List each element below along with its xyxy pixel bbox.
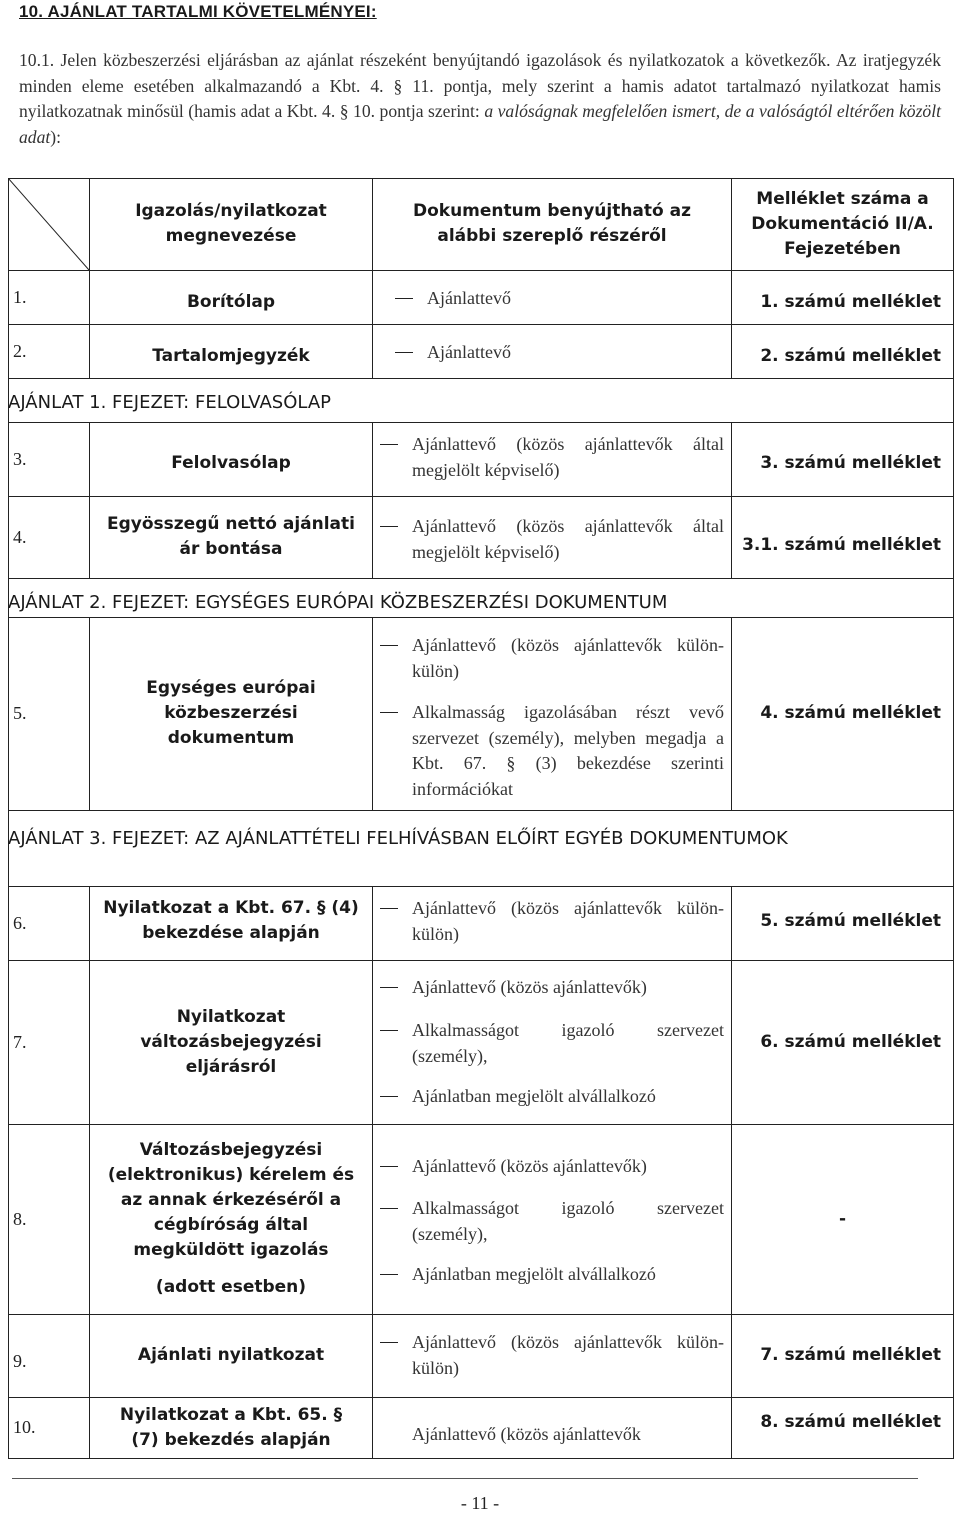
intro-paragraph: 10.1. Jelen közbeszerzési eljárásban az ajánlat részeként benyújtandó igazolások és nyilatkozatok a következők. Az iratjegyzék minden eleme esetében alkalmazandó a Kbt. 4. § 11. pontja, mely szerint a hamis adatot tartalmazó nyilatkozat hamis nyilatkozatnak minősül (hamis adat a Kbt. 4. § 10. pontja szerint: a valóságnak megfelelően ismert, de a valóságtól eltérően közölt adat): xyxy=(19,50,942,147)
row-num: 10. xyxy=(13,1417,36,1437)
row-doc: Ajánlattevő (közös ajánlattevők) xyxy=(412,975,724,1001)
row-doc: Ajánlattevő (közös ajánlattevők) xyxy=(412,1154,724,1180)
row-num: 6. xyxy=(13,912,27,933)
row-annex: - xyxy=(838,1208,847,1229)
row-name: Nyilatkozat változásbejegyzési eljárásról xyxy=(140,1006,322,1077)
row-name: Felolvasólap xyxy=(171,452,291,473)
footer-divider xyxy=(12,1478,918,1479)
row-num: 7. xyxy=(13,1031,27,1052)
row-name: Egyösszegű nettó ajánlati ár bontása xyxy=(106,514,355,559)
row-annex: 6. számú melléklet xyxy=(760,1031,941,1052)
section-heading: 10. AJÁNLAT TARTALMI KÖVETELMÉNYEI: xyxy=(19,2,377,21)
row-annex: 2. számú melléklet xyxy=(760,345,941,366)
page-number: - 11 - xyxy=(460,1493,500,1513)
row-doc: Ajánlattevő (közös ajánlattevők külön-külön) xyxy=(412,896,724,947)
row-doc: Ajánlattevő (közös ajánlattevők külön-külön) xyxy=(412,633,724,684)
row-annex: 8. számú melléklet xyxy=(760,1412,941,1432)
header-name: Igazolás/nyilatkozat megnevezése xyxy=(135,201,327,246)
documents-table xyxy=(8,178,954,1458)
row-doc: Ajánlatban megjelölt alvállalkozó xyxy=(412,1262,724,1288)
row-annex: 3. számú melléklet xyxy=(760,452,941,473)
row-doc: Ajánlattevő (közös ajánlattevők külön-külön) xyxy=(412,1330,724,1381)
row-doc: Ajánlattevő (közös ajánlattevők által megjelölt képviselő) xyxy=(412,514,724,565)
row-doc: Ajánlattevő (közös ajánlattevők által megjelölt képviselő) xyxy=(412,432,724,483)
header-annex: Melléklet száma a Dokumentáció II/A. Fejezetében xyxy=(751,188,934,259)
row-doc: Alkalmasságot igazoló szervezet (személy), xyxy=(412,1196,724,1247)
row-name: Tartalomjegyzék xyxy=(152,345,310,366)
header-submitter: Dokumentum benyújtható az alábbi szereplő részéről xyxy=(412,201,691,246)
row-doc: Ajánlattevő xyxy=(427,286,717,312)
row-annex: 4. számú melléklet xyxy=(760,703,941,723)
row-annex: 7. számú melléklet xyxy=(760,1345,941,1365)
row-doc: Ajánlatban megjelölt alvállalkozó xyxy=(412,1084,724,1110)
row-num: 4. xyxy=(13,526,27,547)
row-name: Egységes európai közbeszerzési dokumentum xyxy=(146,678,316,748)
row-annex: 1. számú melléklet xyxy=(760,291,941,312)
row-num: 3. xyxy=(13,448,27,469)
row-annex: 3.1. számú melléklet xyxy=(742,534,941,555)
row-num: 5. xyxy=(13,703,27,723)
row-num: 8. xyxy=(13,1208,27,1229)
row-name: Ajánlati nyilatkozat xyxy=(137,1345,325,1365)
row-doc: Ajánlattevő (közös ajánlattevők xyxy=(412,1422,724,1448)
row-doc: Ajánlattevő xyxy=(427,340,717,366)
header-diagonal xyxy=(8,178,90,271)
row-num: 9. xyxy=(13,1351,27,1371)
chapter-heading: AJÁNLAT 1. FEJEZET: FELOLVASÓLAP xyxy=(8,392,331,413)
row-doc: Alkalmasságot igazoló szervezet (személy), xyxy=(412,1018,724,1069)
row-name: Nyilatkozat a Kbt. 67. § (4) bekezdése alapján xyxy=(103,898,359,943)
row-name: Változásbejegyzési (elektronikus) kérelem és az annak érkezéséről a cégbíróság által megküldött igazolás (adott esetben) xyxy=(107,1140,355,1297)
chapter-heading: AJÁNLAT 2. FEJEZET: EGYSÉGES EURÓPAI KÖZBESZERZÉSI DOKUMENTUM xyxy=(8,592,668,613)
row-annex: 5. számú melléklet xyxy=(760,910,941,931)
chapter-heading: AJÁNLAT 3. FEJEZET: AZ AJÁNLATTÉTELI FELHÍVÁSBAN ELŐÍRT EGYÉB DOKUMENTUMOK xyxy=(8,828,788,849)
row-num: 1. xyxy=(13,286,27,307)
row-name: Nyilatkozat a Kbt. 65. § (7) bekezdés alapján xyxy=(119,1404,343,1450)
row-name: Borítólap xyxy=(186,291,276,312)
row-num: 2. xyxy=(13,340,27,361)
row-doc: Alkalmasság igazolásában részt vevő szervezet (személy), melyben megadja a Kbt. 67. § (3) bekezdése szerinti információkat xyxy=(412,700,724,802)
